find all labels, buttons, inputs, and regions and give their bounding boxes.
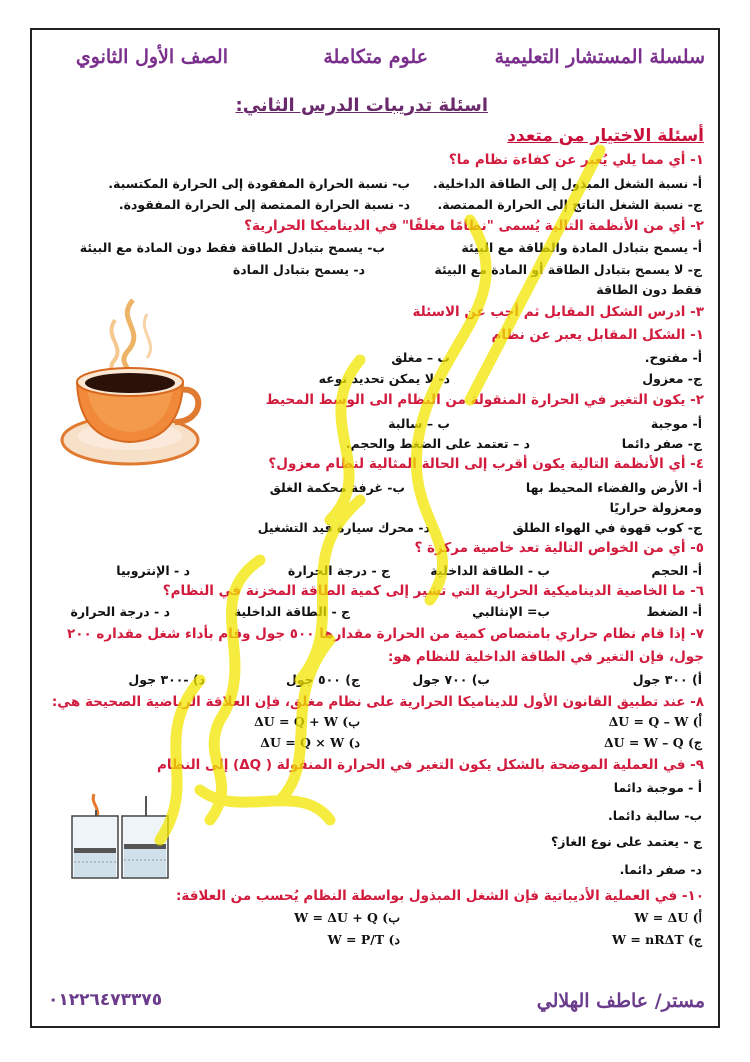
q3-sub-2: ٢- يكون التغير في الحرارة المنقولة من النظام الى الوسط المحيط bbox=[265, 392, 704, 408]
q8-option-b: ΔU = Q + W (ب bbox=[254, 714, 360, 729]
q6-option-d: د - درجة الحرارة bbox=[70, 604, 170, 619]
coffee-cup-image bbox=[55, 290, 205, 475]
question-6: ٦- ما الخاصية الديناميكية الحرارية التي تشير إلى كمية الطاقة المخزنة في النظام؟ bbox=[162, 583, 704, 599]
q1-option-b: ب- نسبة الحرارة المفقودة إلى الحرارة المكتسبة. bbox=[108, 176, 410, 191]
q5-option-a: أ- الحجم bbox=[651, 563, 702, 578]
question-5: ٥- أي من الخواص التالية تعد خاصية مركزة ؟ bbox=[414, 540, 704, 556]
q9-option-b: ب- سالبة دائما. bbox=[607, 808, 702, 823]
q3-s2-option-b: ب – سالبة bbox=[388, 416, 450, 431]
question-4: ٤- أي الأنظمة التالية يكون أقرب إلى الحالة المثالية لنظام معزول؟ bbox=[268, 456, 704, 472]
q3-s1-option-a: أ- مفتوح. bbox=[644, 350, 702, 365]
grade-title: الصف الأول الثانوي bbox=[75, 46, 228, 68]
q4-option-a: أ- الأرض والفضاء المحيط بها bbox=[525, 480, 702, 495]
subject-title: علوم متكاملة bbox=[323, 46, 428, 68]
q7-option-b: ب) ٧٠٠ جول bbox=[412, 672, 490, 687]
q1-option-c: ج- نسبة الشغل الناتج إلى الحرارة الممتصة. bbox=[437, 197, 702, 212]
q3-s1-option-b: ب – مغلق bbox=[391, 350, 450, 365]
question-3: ٣- ادرس الشكل المقابل ثم أجب عن الاسئلة bbox=[412, 304, 704, 320]
q3-s2-option-a: أ- موجبة bbox=[650, 416, 702, 431]
section-title: أسئلة الاختيار من متعدد bbox=[507, 126, 704, 146]
q7-option-c: ج) ٥٠٠ جول bbox=[285, 672, 360, 687]
q4-option-b-cont: ومعزولة حراريًا bbox=[609, 500, 702, 515]
q10-option-a: W = ΔU (أ bbox=[634, 910, 702, 925]
q2-option-b: ب- يسمح بتبادل الطاقة فقط دون المادة مع البيئة bbox=[79, 240, 385, 255]
question-10: ١٠- في العملية الأديباتية فإن الشغل المبذول بواسطة النظام يُحسب من العلاقة: bbox=[175, 888, 704, 904]
q2-option-c: ج- لا يسمح بتبادل الطاقة أو المادة مع البيئة bbox=[434, 262, 702, 277]
q6-option-a: أ- الضغط bbox=[646, 604, 702, 619]
question-7-cont: جول، فإن التغير في الطاقة الداخلية للنظام هو: bbox=[387, 649, 704, 665]
q8-option-a: ΔU = Q – W (أ bbox=[608, 714, 702, 729]
q1-option-d: د- نسبة الحرارة الممتصة إلى الحرارة المفقودة. bbox=[118, 197, 410, 212]
series-title: سلسلة المستشار التعليمية bbox=[494, 46, 705, 68]
q7-option-d: د) -٣٠٠ جول bbox=[128, 672, 205, 687]
q10-option-c: W = nRΔT (ج bbox=[611, 932, 702, 947]
gas-cylinders-image bbox=[62, 790, 182, 882]
q9-option-a: أ - موجبة دائما bbox=[613, 780, 702, 795]
q8-option-c: ΔU = W – Q (ج bbox=[603, 735, 702, 750]
q8-option-d: ΔU = Q × W (د bbox=[260, 735, 360, 750]
q4-option-d: د- محرك سيارة قيد التشغيل bbox=[257, 520, 430, 535]
page-title: اسئلة تدريبات الدرس الثاني: bbox=[235, 95, 488, 116]
teacher-name: مستر/ عاطف الهلالي bbox=[536, 990, 705, 1012]
q6-option-c: ج - الطاقة الداخلية bbox=[233, 604, 350, 619]
q4-option-c: ج- كوب قهوة في الهواء الطلق bbox=[512, 520, 702, 535]
q2-option-a: أ- يسمح بتبادل المادة والطاقة مع البيئة bbox=[461, 240, 702, 255]
q10-option-b: W = ΔU + Q (ب bbox=[294, 910, 400, 925]
q9-option-c: ج - يعتمد على نوع الغاز؟ bbox=[551, 834, 702, 849]
q10-option-d: W = P/T (د bbox=[327, 932, 400, 947]
q3-sub-1: ١- الشكل المقابل يعبر عن نظام bbox=[491, 327, 704, 343]
q5-option-d: د - الإنتروبيا bbox=[116, 563, 190, 578]
q9-option-d: د- صفر دائما. bbox=[619, 862, 702, 877]
question-8: ٨- عند تطبيق القانون الأول للديناميكا الحرارية على نظام مغلق، فإن العلاقة الرياضية الصحيحة هي: bbox=[51, 694, 704, 710]
q5-option-b: ب - الطاقة الداخلية bbox=[430, 563, 550, 578]
q4-option-b: ب- غرفة محكمة الغلق bbox=[269, 480, 405, 495]
q5-option-c: ج - درجة الحرارة bbox=[287, 563, 390, 578]
q7-option-a: أ) ٣٠٠ جول bbox=[632, 672, 702, 687]
q2-option-d-cont: فقط دون الطاقة bbox=[596, 282, 702, 297]
q3-s2-option-c: ج- صفر دائما bbox=[621, 436, 702, 451]
q6-option-b: ب= الإنثالبي bbox=[472, 604, 550, 619]
q3-s1-option-d: د- لا يمكن تحديد نوعه bbox=[318, 371, 450, 386]
question-1: ١- أي مما يلي يُعبر عن كفاءة نظام ما؟ bbox=[448, 152, 704, 168]
question-9: ٩- في العملية الموضحة بالشكل يكون التغير في الحرارة المنقولة ( ΔQ) إلى النظام bbox=[156, 757, 704, 773]
phone-number: ٠١٢٢٦٤٧٣٣٧٥ bbox=[48, 990, 163, 1010]
q3-s1-option-c: ج- معزول bbox=[642, 371, 702, 386]
q3-s2-option-d: د – تعتمد على الضغط والحجم. bbox=[345, 436, 530, 451]
q2-option-d: د- يسمح بتبادل المادة bbox=[232, 262, 365, 277]
question-7: ٧- إذا قام نظام حراري بامتصاص كمية من الحرارة مقدارها ٥٠٠ جول وقام بأداء شغل مقداره ٢٠٠ bbox=[66, 626, 704, 642]
question-2: ٢- أي من الأنظمة التالية يُسمى "نظامًا مغلقًا" في الديناميكا الحرارية؟ bbox=[244, 218, 704, 234]
q1-option-a: أ- نسبة الشغل المبذول إلى الطاقة الداخلية. bbox=[432, 176, 702, 191]
